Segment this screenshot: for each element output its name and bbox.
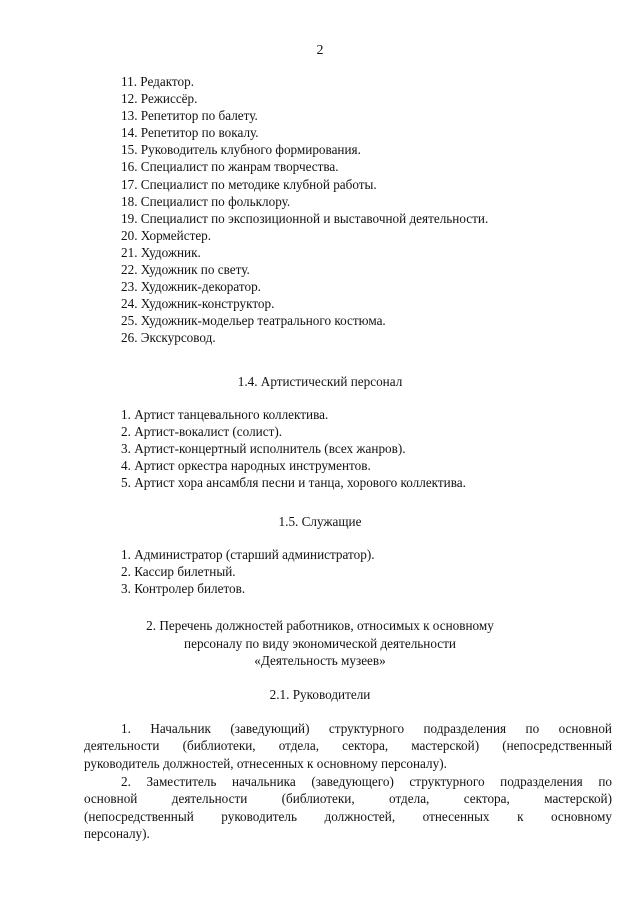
paragraph-line: деятельности (библиотеки, отдела, сектора, мастерской) (непосредственный (84, 738, 612, 754)
paragraph-line: персоналу). (84, 826, 150, 842)
list-item: 3. Артист-концертный исполнитель (всех жанров). (121, 441, 406, 457)
list-item: 11. Редактор. (121, 74, 195, 89)
list-item: 18. Специалист по фольклору. (121, 193, 291, 209)
paragraph-line: основной деятельности (библиотеки, отдела, сектора, мастерской) (84, 791, 612, 807)
list-item: 21. Художник. (121, 244, 201, 260)
list-item: 25. Художник-модельер театрального костюма. (121, 313, 386, 329)
section-heading-1-4: 1.4. Артистический персонал (237, 374, 403, 389)
paragraph-line: руководитель должностей, отнесенных к основному персоналу). (84, 755, 447, 771)
list-item: 19. Специалист по экспозиционной и выставочной деятельности. (121, 210, 489, 226)
section-heading-2-line: 2. Перечень должностей работников, относимых к основному (146, 618, 494, 633)
section-heading-1-5: 1.5. Служащие (278, 514, 362, 529)
list-item: 15. Руководитель клубного формирования. (121, 142, 361, 158)
list-item: 13. Репетитор по балету. (121, 108, 258, 124)
list-item: 17. Специалист по методике клубной работы. (121, 176, 377, 192)
paragraph-deputy-head (84, 773, 612, 843)
list-item: 23. Художник-декоратор. (121, 279, 261, 295)
section-heading-2-line: «Деятельность музеев» (254, 653, 386, 668)
page-number: 2 (316, 43, 324, 58)
section-heading-2-1: 2.1. Руководители (269, 687, 371, 702)
list-item: 26. Экскурсовод. (121, 330, 216, 346)
section-heading-2 (0, 617, 640, 670)
artistic-staff-list (121, 406, 466, 491)
list-item: 2. Кассир билетный. (121, 564, 236, 580)
employees-list (121, 546, 375, 597)
list-item: 5. Артист хора ансамбля песни и танца, хорового коллектива. (121, 475, 466, 491)
positions-list-continued (121, 73, 488, 347)
paragraph-line: 1. Начальник (заведующий) структурного подразделения по основной (121, 721, 612, 736)
list-item: 4. Артист оркестра народных инструментов. (121, 458, 371, 474)
section-heading-2-line: персоналу по виду экономической деятельности (184, 635, 456, 651)
list-item: 20. Хормейстер. (121, 227, 212, 243)
list-item: 3. Контролер билетов. (121, 581, 246, 597)
list-item: 1. Администратор (старший администратор). (121, 547, 375, 562)
list-item: 1. Артист танцевального коллектива. (121, 407, 329, 422)
paragraph-line: 2. Заместитель начальника (заведующего) структурного подразделения по (121, 774, 612, 789)
list-item: 16. Специалист по жанрам творчества. (121, 159, 339, 175)
paragraph-head-of-division (84, 720, 612, 772)
list-item: 24. Художник-конструктор. (121, 296, 275, 312)
list-item: 22. Художник по свету. (121, 262, 250, 278)
paragraph-line: (непосредственный руководитель должностей, отнесенных к основному (84, 808, 612, 824)
list-item: 12. Режиссёр. (121, 91, 198, 107)
list-item: 14. Репетитор по вокалу. (121, 125, 259, 141)
list-item: 2. Артист-вокалист (солист). (121, 424, 283, 440)
